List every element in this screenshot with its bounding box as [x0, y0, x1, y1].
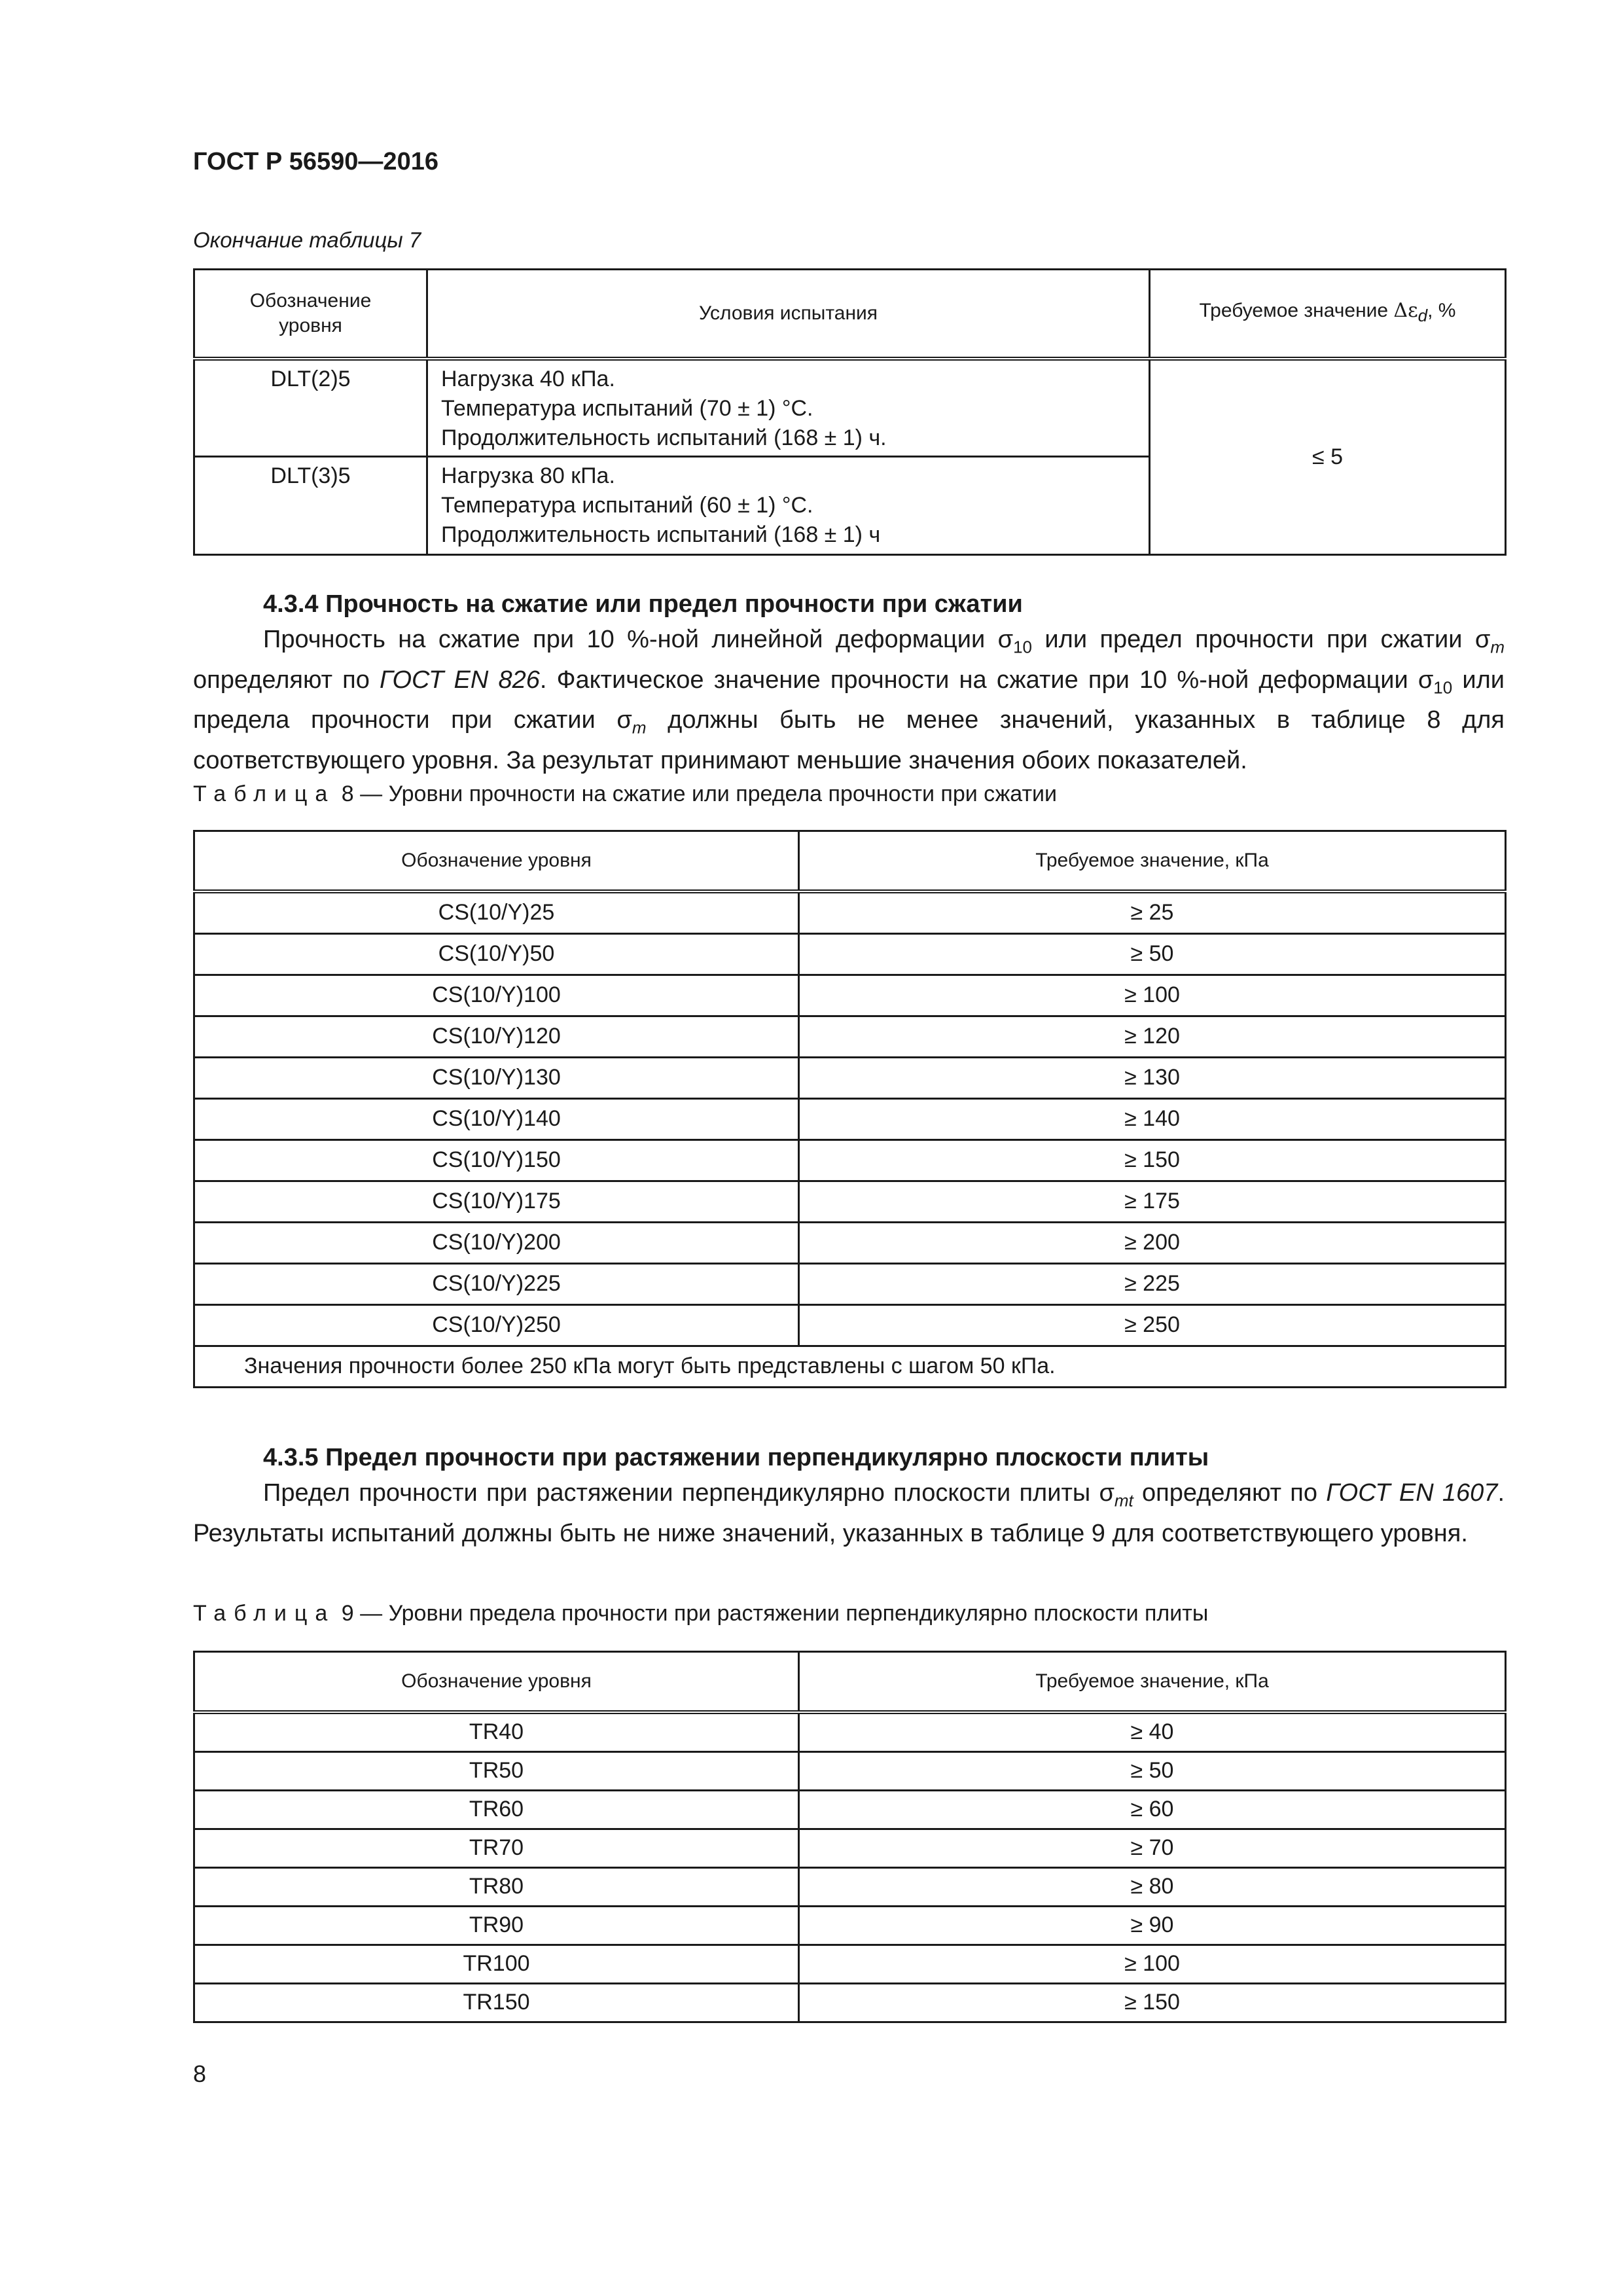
table-row: CS(10/Y)120 ≥ 120: [194, 1016, 1506, 1057]
table7-level: DLT(2)5: [194, 359, 427, 457]
table-row: CS(10/Y)100 ≥ 100: [194, 975, 1506, 1016]
table7-level: DLT(3)5: [194, 457, 427, 555]
table7-required-value: ≤ 5: [1150, 359, 1506, 555]
table-row: CS(10/Y)150 ≥ 150: [194, 1139, 1506, 1181]
table-row: TR90 ≥ 90: [194, 1906, 1506, 1945]
table-row: CS(10/Y)130 ≥ 130: [194, 1057, 1506, 1098]
table7: [193, 268, 1507, 556]
standard-reference: ГОСТ EN 1607: [1326, 1479, 1498, 1507]
table-row: CS(10/Y)225 ≥ 225: [194, 1263, 1506, 1304]
table9: [193, 1651, 1507, 2023]
table7-header-level: Обозначение уровня: [194, 270, 427, 359]
table9-caption: Таблица 9 — Уровни предела прочности при растяжении перпендикулярно плоскости плиты: [193, 1601, 1209, 1626]
table-row: TR60 ≥ 60: [194, 1790, 1506, 1829]
table7-conditions: Нагрузка 80 кПа. Температура испытаний (60 ± 1) °С. Продолжительность испытаний (168 ± 1) ч: [427, 457, 1150, 555]
table9-header-level: Обозначение уровня: [194, 1652, 799, 1712]
table7-conditions: Нагрузка 40 кПа. Температура испытаний (70 ± 1) °С. Продолжительность испытаний (168 ± 1) ч.: [427, 359, 1150, 457]
table-row: TR40 ≥ 40: [194, 1712, 1506, 1752]
table8-note-row: [194, 1346, 1506, 1387]
section-435-heading: 4.3.5 Предел прочности при растяжении перпендикулярно плоскости плиты: [263, 1444, 1209, 1471]
table-row: CS(10/Y)25 ≥ 25: [194, 891, 1506, 934]
table-row: TR150 ≥ 150: [194, 1983, 1506, 2022]
table7-continuation-caption: Окончание таблицы 7: [193, 228, 421, 252]
table-row: CS(10/Y)250 ≥ 250: [194, 1304, 1506, 1346]
document-id: ГОСТ Р 56590—2016: [193, 148, 438, 175]
table8-note: Значения прочности более 250 кПа могут быть представлены с шагом 50 кПа.: [194, 1346, 1506, 1387]
section-435-paragraph: Предел прочности при растяжении перпендикулярно плоскости плиты $\sigma_{mt}$ определяют по ГОСТ EN 1607. Результаты испытаний должны быть не ниже значений, указанных в таблице 9 для соответствующего уровня.: [193, 1479, 1505, 1547]
section-434-paragraph: Прочность на сжатие при 10 %-ной линейной деформации $\sigma_{10}$ или предел прочности при сжатии $\sigma_m$ определяют по ГОСТ EN 826. Фактическое значение прочности на сжатие при 10 %-ной деформации $\sigma_{10}$ или предела прочности при сжатии $\sigma_m$ должны быть не менее значений, указанных в таблице 8 для соответствующего уровня. За результат принимают меньшие значения обоих показателей.: [193, 626, 1505, 774]
table-row: CS(10/Y)175 ≥ 175: [194, 1181, 1506, 1222]
section-434-heading: 4.3.4 Прочность на сжатие или предел прочности при сжатии: [263, 590, 1023, 618]
table-row: CS(10/Y)200 ≥ 200: [194, 1222, 1506, 1263]
table-row: TR50 ≥ 50: [194, 1751, 1506, 1790]
table-row: CS(10/Y)50 ≥ 50: [194, 933, 1506, 975]
table-row: TR80 ≥ 80: [194, 1867, 1506, 1906]
table7-row: [194, 359, 1506, 457]
table-row: TR100 ≥ 100: [194, 1945, 1506, 1983]
table7-header-conditions: Условия испытания: [427, 270, 1150, 359]
table9-header-value: Требуемое значение, кПа: [799, 1652, 1506, 1712]
table-row: TR70 ≥ 70: [194, 1829, 1506, 1867]
page-number: 8: [193, 2060, 207, 2087]
table7-header-required: Требуемое значение $\Delta\varepsilon_d$, %: [1150, 270, 1506, 359]
table8-header-level: Обозначение уровня: [194, 831, 799, 891]
table8: [193, 830, 1507, 1388]
table-row: CS(10/Y)140 ≥ 140: [194, 1098, 1506, 1139]
standard-reference: ГОСТ EN 826: [380, 666, 540, 694]
table8-caption: Таблица 8 — Уровни прочности на сжатие или предела прочности при сжатии: [193, 781, 1058, 806]
table8-header-value: Требуемое значение, кПа: [799, 831, 1506, 891]
